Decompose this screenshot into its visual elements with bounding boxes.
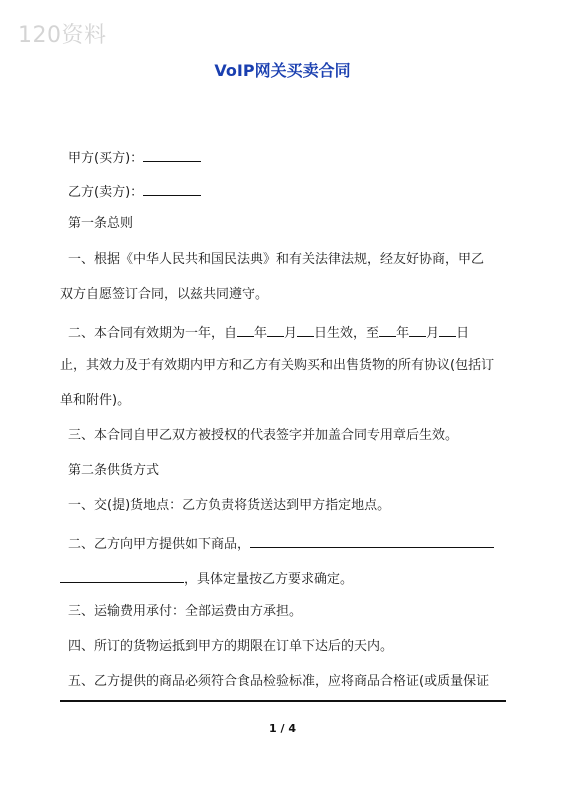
goods-blank-2 — [60, 569, 184, 583]
article-2-para-1: 一、交(提)货地点：乙方负责将货送达到甲方指定地点。 — [68, 498, 391, 513]
validity-text-2: 年 — [254, 326, 268, 341]
watermark-logo: 120资料 — [18, 23, 107, 48]
article-2-heading: 第二条供货方式 — [68, 463, 160, 478]
end-day-blank — [439, 323, 456, 337]
start-year-blank — [237, 323, 254, 337]
article-1-heading: 第一条总则 — [68, 216, 134, 231]
party-a-line — [68, 148, 201, 167]
document-title: VoIP网关买卖合同 — [214, 61, 351, 80]
article-2-para-5: 五、乙方提供的商品必须符合食品检验标准，应将商品合格证(或质量保证 — [68, 674, 490, 689]
validity-text-6: 月 — [426, 326, 440, 341]
validity-text-1: 二、本合同有效期为一年，自 — [68, 326, 238, 341]
footer-divider — [60, 700, 506, 702]
article-2-para-3: 三、运输费用承付：全部运费由方承担。 — [68, 604, 303, 619]
party-b-blank — [143, 182, 201, 196]
goods-quantity-text: ，具体定量按乙方要求确定。 — [184, 572, 354, 587]
article-1-para-3: 三、本合同自甲乙双方被授权的代表签字并加盖合同专用章后生效。 — [68, 428, 459, 443]
article-1-para-1-line-2: 双方自愿签订合同，以兹共同遵守。 — [60, 287, 269, 302]
validity-text-3: 月 — [284, 326, 298, 341]
party-b-line — [68, 182, 201, 201]
article-1-para-2-line-2: 止，其效力及于有效期内甲方和乙方有关购买和出售货物的所有协议(包括订 — [60, 358, 495, 373]
goods-text: 二、乙方向甲方提供如下商品， — [68, 537, 251, 552]
party-a-blank — [143, 148, 201, 162]
article-2-para-2-line-1 — [68, 534, 494, 553]
page-number: 1 / 4 — [269, 722, 296, 735]
article-1-para-1-line-1: 一、根据《中华人民共和国民法典》和有关法律法规，经友好协商，甲乙 — [68, 252, 485, 267]
article-1-para-2-line-1 — [68, 323, 469, 342]
article-1-para-2-line-3: 单和附件)。 — [60, 393, 131, 408]
end-year-blank — [379, 323, 396, 337]
start-day-blank — [297, 323, 314, 337]
party-b-label: 乙方(卖方)： — [68, 185, 144, 200]
validity-text-5: 年 — [396, 326, 410, 341]
validity-text-4: 日生效，至 — [314, 326, 380, 341]
article-2-para-4: 四、所订的货物运抵到甲方的期限在订单下达后的天内。 — [68, 639, 394, 654]
party-a-label: 甲方(买方)： — [68, 151, 144, 166]
validity-text-7: 日 — [456, 326, 470, 341]
start-month-blank — [267, 323, 284, 337]
end-month-blank — [409, 323, 426, 337]
goods-blank-1 — [250, 534, 494, 548]
article-2-para-2-line-2 — [60, 569, 353, 588]
